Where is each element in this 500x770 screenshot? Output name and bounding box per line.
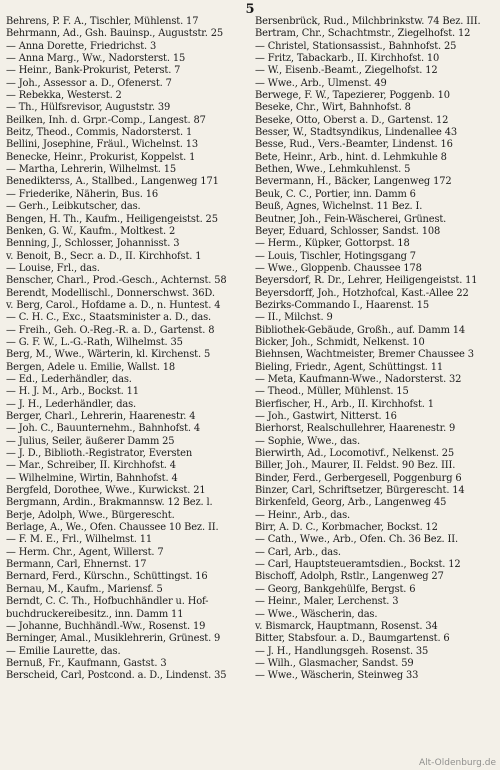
directory-entry: — Anna Dorette, Friedrichst. 3: [6, 40, 157, 52]
directory-entry: — Fritz, Tabackarb., II. Kirchhofst. 10: [255, 53, 440, 65]
directory-entry: — Julius, Seiler, äußerer Damm 25: [6, 435, 175, 447]
directory-entry: — Rebekka, Westerst. 2: [6, 90, 122, 102]
directory-entry: Bete, Heinr., Arb., hint. d. Lehmkuhle 8: [255, 151, 447, 163]
directory-entry: Bitter, Stabsfour. a. D., Baumgartenst. 6: [255, 633, 450, 645]
directory-entry: — Martha, Lehrerin, Wilhelmst. 15: [6, 164, 177, 176]
page-number: 5: [245, 2, 255, 17]
directory-entry: Berscheid, Carl, Postcond. a. D., Lindenst. 35: [6, 670, 227, 682]
directory-entry: — Heinr., Bank-Prokurist, Peterst. 7: [6, 65, 181, 77]
directory-entry: Bierhorst, Realschullehrer, Haarenestr. 9: [255, 423, 456, 435]
directory-entry: — Sophie, Wwe., das.: [255, 435, 360, 447]
directory-entry: Besser, W., Stadtsyndikus, Lindenallee 43: [255, 127, 457, 139]
directory-entry: — Heinr., Maler, Lerchenst. 3: [255, 596, 399, 608]
directory-entry: Birr, A. D. C., Korbmacher, Bockst. 12: [255, 522, 438, 534]
directory-entry: Bibliothek-Gebäude, Großh., auf. Damm 14: [255, 324, 466, 336]
directory-entry: Bergen, Adele u. Emilie, Wallst. 18: [6, 361, 175, 373]
directory-entry: Bierwirth, Ad., Locomotivf., Nelkenst. 25: [255, 448, 455, 460]
directory-entry: — Cath., Wwe., Arb., Ofen. Ch. 36 Bez. II.: [255, 534, 459, 546]
directory-entry: Berje, Adolph, Wwe., Bürgerescht.: [6, 509, 175, 521]
directory-entry: Berg, M., Wwe., Wärterin, kl. Kirchenst. 5: [6, 349, 211, 361]
directory-entry: Beutner, Joh., Fein-Wäscherei, Grünest.: [255, 213, 447, 225]
directory-entry: Beuk, C. C., Portier, inn. Damm 6: [255, 188, 416, 200]
directory-entry: — Carl, Hauptsteueramtsdien., Bockst. 12: [255, 559, 461, 571]
watermark: Alt-Oldenburg.de: [418, 758, 496, 768]
directory-entry: Bergfeld, Dorothee, Wwe., Kurwickst. 21: [6, 485, 206, 497]
directory-entry: buchdruckereibesitz., inn. Damm 11: [6, 608, 184, 620]
directory-entry: Berendt, Modellischl., Donnerschwst. 36D.: [6, 287, 215, 299]
directory-entry: — Herm. Chr., Agent, Willerst. 7: [6, 546, 164, 558]
directory-entry: Bieling, Friedr., Agent, Schüttingst. 11: [255, 361, 444, 373]
directory-entry: — Ed., Lederhändler, das.: [6, 373, 132, 385]
directory-entry: Bernuß, Fr., Kaufmann, Gastst. 3: [6, 657, 167, 669]
directory-entry: — Mar., Schreiber, II. Kirchhofst. 4: [6, 460, 176, 472]
directory-entry: Bengen, H. Th., Kaufm., Heiligengeistst. 25: [6, 213, 218, 225]
directory-entry: v. Bismarck, Hauptmann, Rosenst. 34: [255, 620, 438, 632]
directory-entry: — Emilie Laurette, das.: [6, 645, 121, 657]
directory-entry: Berger, Charl., Lehrerin, Haarenestr. 4: [6, 411, 196, 422]
directory-entry: Binzer, Carl, Schriftsetzer, Bürgerescht. 14: [255, 485, 465, 497]
directory-entry: Bezirks-Commando I., Haarenst. 15: [255, 299, 430, 311]
directory-entry: Bermann, Carl, Ehnernst. 17: [6, 559, 147, 571]
directory-entry: — Anna Marg., Ww., Nadorsterst. 15: [6, 53, 186, 65]
directory-entry: — Joh., Gastwirt, Nitterst. 16: [255, 411, 397, 422]
directory-entry: Beyer, Eduard, Schlosser, Sandst. 108: [255, 225, 441, 237]
directory-entry: — Christel, Stationsassist., Bahnhofst. 25: [255, 40, 457, 52]
directory-entry: — H. J. M., Arb., Bockst. 11: [6, 386, 139, 398]
directory-entry: — C. H. C., Exc., Staatsminister a. D., das.: [6, 312, 212, 324]
directory-entry: Beuß, Agnes, Wichelnst. 11 Bez. I.: [255, 201, 423, 213]
directory-entry: v. Berg, Carol., Hofdame a. D., n. Huntest. 4: [6, 299, 221, 311]
directory-entry: — Louise, Frl., das.: [6, 262, 100, 274]
directory-entry: Berninger, Amal., Musiklehrerin, Grünest. 9: [6, 633, 221, 645]
directory-entry: — Louis, Tischler, Hotingsgang 7: [255, 250, 416, 262]
directory-entry: Beitz, Theod., Commis, Nadorsterst. 1: [6, 127, 193, 139]
directory-entry: Bernard, Ferd., Kürschn., Schüttingst. 16: [6, 571, 208, 583]
directory-entry: Benscher, Charl., Prod.-Gesch., Achternst. 58: [6, 275, 227, 287]
directory-entry: Behrmann, Ad., Gsh. Bauinsp., Auguststr. 25: [6, 28, 223, 40]
directory-entry: — Th., Hülfsrevisor, Auguststr. 39: [6, 102, 171, 114]
directory-entry: Berwege, F. W., Tapezierer, Poggenb. 10: [255, 90, 450, 102]
directory-entry: Bersenbrück, Rud., Milchbrinkstw. 74 Bez. III.: [255, 16, 481, 27]
directory-entry: — G. F. W., L.-G.-Rath, Wilhelmst. 35: [6, 336, 183, 348]
directory-entry: — Carl, Arb., das.: [255, 546, 341, 558]
directory-entry: Benken, G. W., Kaufm., Moltkest. 2: [6, 225, 176, 237]
directory-entry: — Friederike, Näherin, Bus. 16: [6, 188, 159, 200]
directory-entry: Bellini, Josephine, Fräul., Wichelnst. 13: [6, 139, 199, 151]
directory-entry: Bevermann, H., Bäcker, Langenweg 172: [255, 176, 452, 188]
directory-entry: Beseke, Otto, Oberst a. D., Gartenst. 12: [255, 114, 449, 126]
directory-entry: Birkenfeld, Georg, Arb., Langenweg 45: [255, 497, 447, 509]
directory-entry: — Heinr., Arb., das.: [255, 509, 351, 521]
directory-entry: — Georg, Bankgehülfe, Bergst. 6: [255, 583, 416, 595]
directory-entry: Bernau, M., Kaufm., Mariensf. 5: [6, 583, 163, 595]
directory-entry: Bergmann, Ardin., Brakmannsw. 12 Bez. l.: [6, 497, 213, 509]
directory-entry: Biller, Joh., Maurer, II. Feldst. 90 Bez. III.: [255, 460, 456, 472]
directory-entry: Berndt, C. C. Th., Hofbuchhändler u. Hof-: [6, 596, 209, 608]
directory-entry: — Wilh., Glasmacher, Sandst. 59: [255, 657, 414, 669]
directory-entry: — J. H., Handlungsgeh. Rosenst. 35: [255, 645, 429, 657]
directory-entry: — Wwe., Wäscherin, das.: [255, 608, 378, 620]
directory-entry: — W., Eisenb.-Beamt., Ziegelhofst. 12: [255, 65, 438, 77]
directory-entry: Bethen, Wwe., Lehmkuhlenst. 5: [255, 164, 411, 176]
directory-entry: — Freih., Geh. O.-Reg.-R. a. D., Gartenst. 8: [6, 324, 215, 336]
directory-entry: — Wwe., Arb., Ulmenst. 49: [255, 77, 387, 89]
directory-entry: — Wwe., Wäscherin, Steinweg 33: [255, 670, 419, 682]
directory-entry: Behrens, P. F. A., Tischler, Mühlenst. 17: [6, 16, 199, 27]
directory-entry: Beyersdorf, R. Dr., Lehrer, Heiligengeistst. 11: [255, 275, 478, 287]
directory-entry: Bischoff, Adolph, Rstlr., Langenweg 27: [255, 571, 444, 583]
directory-entry: — Theod., Müller, Mühlenst. 15: [255, 386, 409, 398]
directory-entry: — J. D., Biblioth.-Registrator, Eversten: [6, 448, 193, 460]
directory-entry: — Meta, Kaufmann-Wwe., Nadorsterst. 32: [255, 373, 462, 385]
directory-entry: — Johanne, Buchhändl.-Ww., Rosenst. 19: [6, 620, 206, 632]
directory-entry: Berlage, A., We., Ofen. Chaussee 10 Bez. II.: [6, 522, 219, 534]
directory-entry: Beilken, Inh. d. Grpr.-Comp., Langest. 87: [6, 114, 206, 126]
directory-entry: Bierfischer, H., Arb., II. Kirchhofst. 1: [255, 398, 434, 410]
directory-entry: — J. H., Lederhändler, das.: [6, 398, 137, 410]
directory-entry: Binder, Ferd., Gerbergesell, Poggenburg 6: [255, 472, 462, 484]
directory-entry: Benedikterss, A., Stallbed., Langenweg 171: [6, 176, 219, 188]
right-column: [255, 16, 495, 683]
directory-entry: Beyersdorff, Joh., Hotzhofcal, Kast.-Allee 22: [255, 287, 469, 299]
directory-entry: — Gerh., Leibkutscher, das.: [6, 201, 141, 213]
directory-entry: — Wwe., Gloppenb. Chaussee 178: [255, 262, 422, 274]
directory-entry: Beseke, Chr., Wirt, Bahnhofst. 8: [255, 102, 411, 114]
directory-entry: Bertram, Chr., Schachtmstr., Ziegelhofst. 12: [255, 28, 471, 40]
directory-entry: Biehnsen, Wachtmeister, Bremer Chaussee 3: [255, 349, 474, 361]
directory-entry: Benning, J., Schlosser, Johannisst. 3: [6, 238, 180, 250]
directory-entry: — Joh., Assessor a. D., Ofenerst. 7: [6, 77, 172, 89]
directory-entry: Besse, Rud., Vers.-Beamter, Lindenst. 16: [255, 139, 453, 151]
directory-entry: — II., Milchst. 9: [255, 312, 333, 324]
directory-entry: — Wilhelmine, Wirtin, Bahnhofst. 4: [6, 472, 178, 484]
directory-entry: Benecke, Heinr., Prokurist, Koppelst. 1: [6, 151, 196, 163]
directory-entry: v. Benoit, B., Secr. a. D., II. Kirchhofst. 1: [6, 250, 202, 262]
directory-entry: — F. M. E., Frl., Wilhelmst. 11: [6, 534, 153, 546]
directory-entry: — Joh. C., Bauunternehm., Bahnhofst. 4: [6, 423, 200, 435]
directory-entry: Bicker, Joh., Schmidt, Nelkenst. 10: [255, 336, 425, 348]
directory-entry: — Herm., Küpker, Gottorpst. 18: [255, 238, 410, 250]
left-column: [6, 16, 246, 683]
